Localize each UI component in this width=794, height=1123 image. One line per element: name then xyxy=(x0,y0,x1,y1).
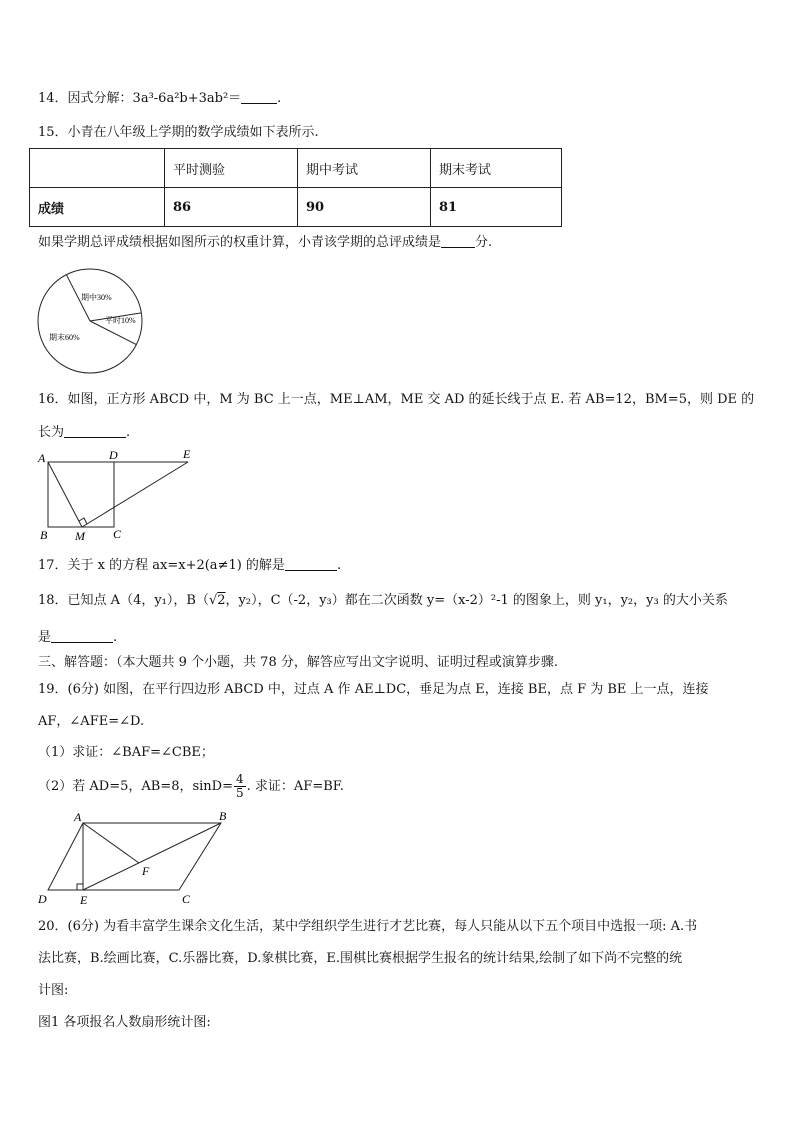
question-19-line2: AF，∠AFE=∠D. xyxy=(38,714,145,729)
table-cell: 81 xyxy=(431,188,562,227)
figure-1-caption: 图1 各项报名人数扇形统计图: xyxy=(38,1015,211,1030)
score-table xyxy=(29,148,562,227)
square-figure xyxy=(36,448,206,543)
square-abcd xyxy=(48,462,114,527)
question-14-text: 14．因式分解：3a³-6a²b+3ab²＝ xyxy=(38,91,242,106)
table-header-cell: 期末考试 xyxy=(431,149,562,188)
question-18-pre: 18．已知点 A（4，y₁），B（ xyxy=(38,593,209,608)
label-a: A xyxy=(38,451,46,465)
parallelogram-abcd xyxy=(48,823,221,890)
question-16-line2-end: . xyxy=(126,425,131,440)
label-e: E xyxy=(183,447,191,461)
label-c: C xyxy=(182,892,191,906)
table-cell: 86 xyxy=(165,188,298,227)
table-header-cell xyxy=(30,149,165,188)
label-d: D xyxy=(38,892,47,906)
question-20-line2: 法比赛，B.绘画比赛，C.乐器比赛，D.象棋比赛，E.围棋比赛根据学生报名的统计结果,绘制了如下尚不完整的统 xyxy=(38,951,683,966)
section-three-heading: 三、解答题：（本大题共 9 个小题，共 78 分，解答应写出文字说明、证明过程或演算步骤. xyxy=(38,655,558,670)
question-19-part2 xyxy=(38,770,344,804)
pie-label-final: 期末60% xyxy=(49,333,80,342)
line-me xyxy=(82,462,188,527)
fraction-denominator: 5 xyxy=(236,786,244,800)
question-14 xyxy=(38,89,281,108)
label-d: D xyxy=(109,448,118,462)
answer-blank xyxy=(285,556,337,571)
answer-blank xyxy=(441,233,475,248)
question-17-end: . xyxy=(336,558,342,573)
pie-label-regular: 平时10% xyxy=(105,316,136,325)
question-18-line2-end: . xyxy=(113,630,118,645)
question-18-line2-text: 是 xyxy=(38,630,52,645)
question-15-followup xyxy=(38,233,492,252)
question-19-part2-pre: （2）若 AD=5，AB=8，sinD= xyxy=(38,779,234,794)
question-16-line2 xyxy=(38,423,130,442)
label-b: B xyxy=(219,809,227,823)
question-18-line2 xyxy=(38,628,117,647)
parallelogram-figure xyxy=(36,808,236,908)
label-c: C xyxy=(113,527,122,541)
line-am xyxy=(48,462,82,527)
sqrt-symbol: √ xyxy=(208,593,218,608)
question-18-post: ，y₂），C（-2，y₃）都在二次函数 y=（x-2）²-1 的图象上，则 y₁，y₂，y₃ 的大小关系 xyxy=(225,593,728,608)
answer-blank xyxy=(51,628,113,643)
fraction xyxy=(234,773,246,800)
label-e: E xyxy=(80,893,88,907)
label-a: A xyxy=(74,810,82,824)
question-16-line2-text: 长为 xyxy=(38,425,65,440)
table-header-cell: 平时测验 xyxy=(165,149,298,188)
weight-pie-chart xyxy=(37,268,147,378)
table-header-row xyxy=(30,149,562,188)
question-18-line1 xyxy=(38,592,728,610)
question-17 xyxy=(38,556,341,575)
answer-blank xyxy=(241,89,277,104)
question-20-line1: 20．(6分) 为看丰富学生课余文化生活，某中学组织学生进行才艺比赛，每人只能从以下五个项目中选报一项: A.书 xyxy=(38,919,698,934)
question-15-followup-end: 分. xyxy=(475,235,493,250)
question-19-part1: （1）求证：∠BAF=∠CBE； xyxy=(38,745,214,760)
question-15-followup-text: 如果学期总评成绩根据如图所示的权重计算，小青该学期的总评成绩是 xyxy=(38,235,442,250)
table-cell: 90 xyxy=(298,188,431,227)
question-17-text: 17．关于 x 的方程 ax=x+2(a≠1) 的解是 xyxy=(38,558,285,573)
right-angle-mark xyxy=(77,884,83,890)
question-15-intro: 15．小青在八年级上学期的数学成绩如下表所示. xyxy=(38,125,319,140)
label-b: B xyxy=(40,528,48,542)
question-19-line1: 19．(6分) 如图，在平行四边形 ABCD 中，过点 A 作 AE⊥DC，垂足为点 E，连接 BE，点 F 为 BE 上一点，连接 xyxy=(38,682,709,697)
question-20-line3: 计图: xyxy=(38,983,69,998)
line-af xyxy=(83,823,139,863)
pie-label-midterm: 期中30% xyxy=(81,293,112,302)
answer-blank xyxy=(64,423,126,438)
table-cell: 成绩 xyxy=(30,188,165,227)
sqrt-value: 2 xyxy=(217,593,226,608)
fraction-numerator: 4 xyxy=(236,772,244,786)
label-m: M xyxy=(75,529,85,543)
question-19-part2-post: . 求证：AF=BF. xyxy=(246,779,344,794)
question-16-line1: 16．如图，正方形 ABCD 中，M 为 BC 上一点，ME⊥AM，ME 交 AD 的延长线于点 E. 若 AB=12，BM=5，则 DE 的 xyxy=(38,392,755,407)
table-row xyxy=(30,188,562,227)
question-14-end: . xyxy=(277,91,282,106)
label-f: F xyxy=(142,864,150,878)
table-header-cell: 期中考试 xyxy=(298,149,431,188)
